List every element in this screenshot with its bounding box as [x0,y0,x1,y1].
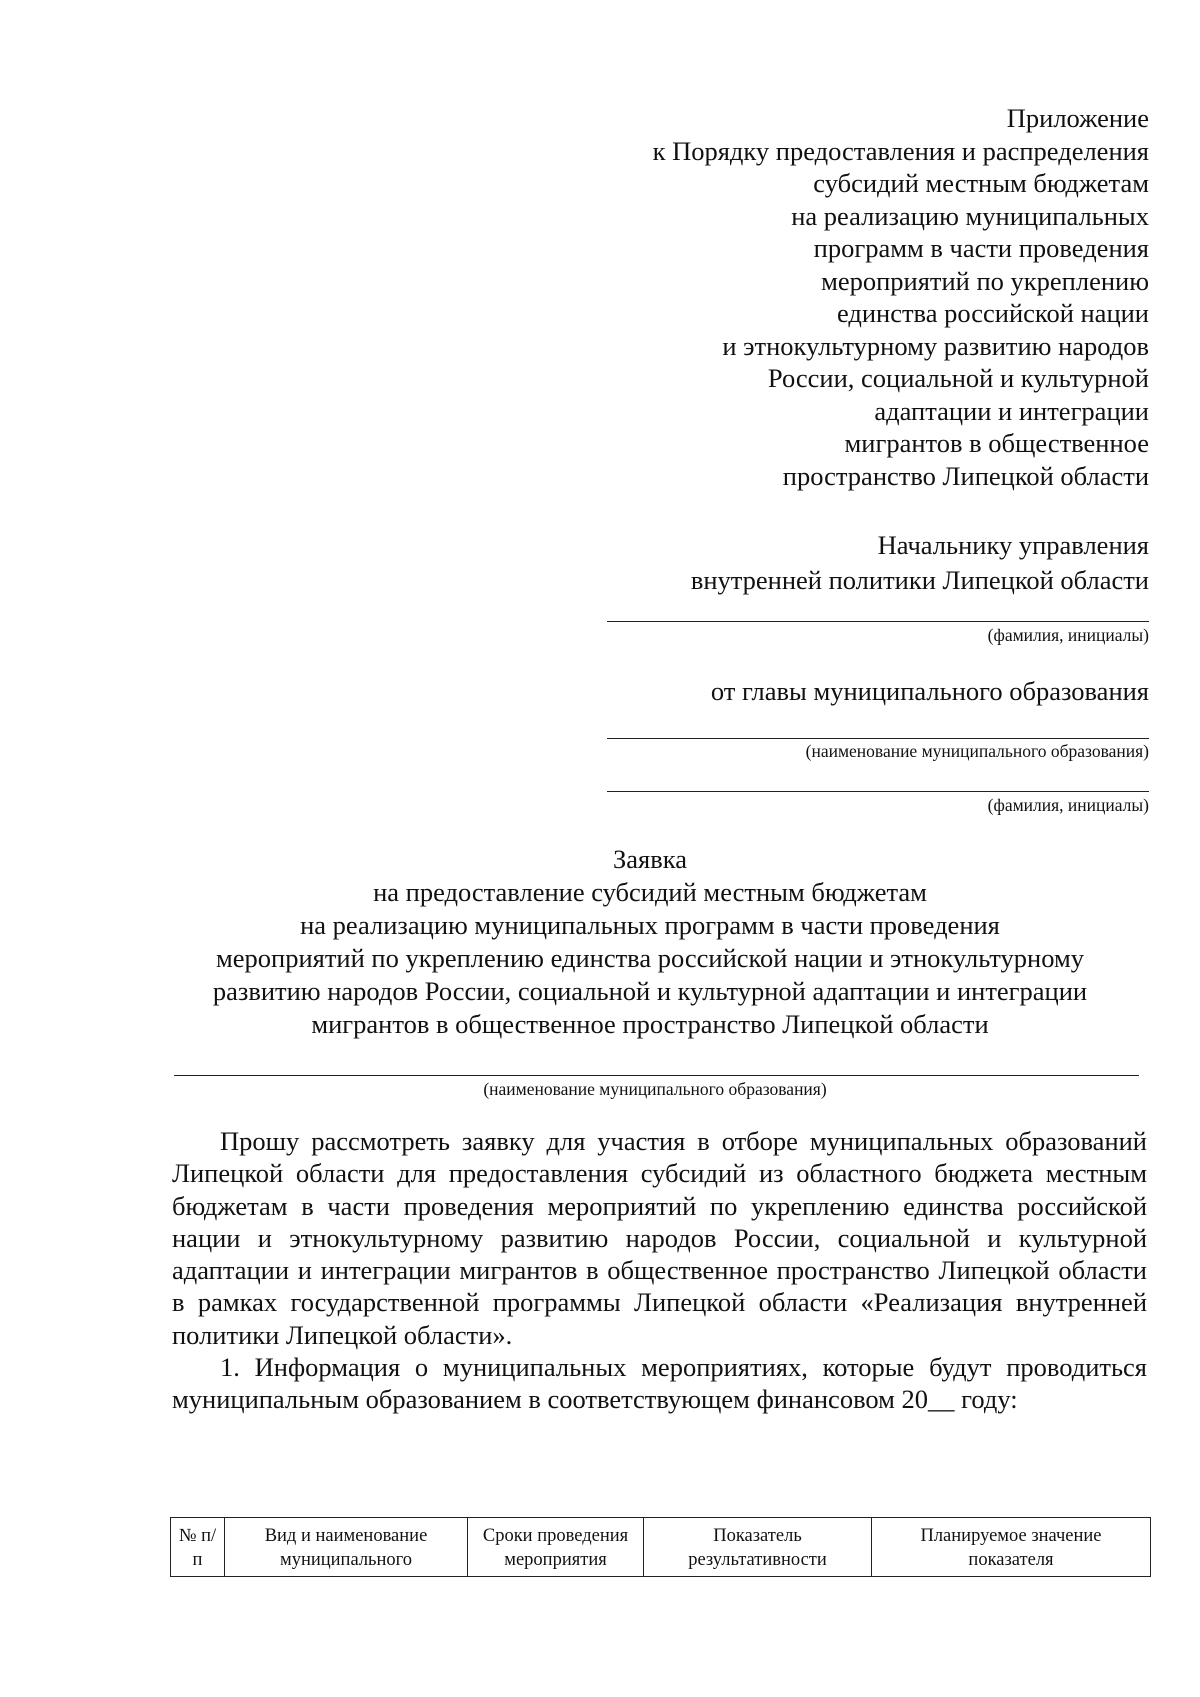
municipality-caption: (наименование муниципального образования) [805,741,1149,761]
title-line: мигрантов в общественное пространство Липецкой области [311,1009,989,1039]
header-number: № п/п [171,1518,225,1577]
table-header-row [171,1518,1151,1577]
appendix-line: субсидий местным бюджетам [813,168,1149,198]
appendix-line: пространство Липецкой области [782,460,1149,491]
request-paragraph: Прошу рассмотреть заявку для участия в отборе муниципальных образований Липецкой области для предоставления субсидий из областного бюджета местным бюджетам в части проведения мероприятий по укреплению единства российской нации и этнокультурному развитию народов России, социальной и культурной адаптации и интеграции мигрантов в общественное пространство Липецкой области в рамках государственной программы Липецкой области «Реализация внутренней политики Липецкой области». [172,1126,1147,1350]
header-planned-value: Планируемое значение показателя [872,1518,1151,1577]
title-line: развитию народов России, социальной и культурной адаптации и интеграции [212,976,1088,1006]
head-name-fill-line [607,791,1149,792]
appendix-line: адаптации и интеграции [874,395,1149,426]
name-fill-line [607,621,1149,622]
name-caption: (фамилия, инициалы) [987,625,1149,645]
header-event-name: Вид и наименование муниципального [225,1518,468,1577]
appendix-header [529,102,1149,492]
from-head-line: от главы муниципального образования [710,676,1149,706]
info-paragraph: 1. Информация о муниципальных мероприятиях, которые будут проводиться муниципальным образованием в соответствующем финансовом 20__ году: [172,1352,1147,1415]
appendix-line: и этнокультурному развитию народов [722,330,1149,361]
addressee-block [529,528,1149,598]
appendix-line: России, социальной и культурной [767,363,1149,393]
header-dates: Сроки проведения мероприятия [468,1518,644,1577]
request-body [172,1125,1147,1416]
appendix-line: единства российской нации [836,298,1149,328]
document-title [150,843,1150,1041]
header-indicator: Показатель результативности [644,1518,872,1577]
events-table-wrap [170,1517,1150,1577]
municipality-fill-line [607,738,1149,739]
title-line: на предоставление субсидий местным бюджетам [373,877,927,907]
events-table [170,1517,1151,1577]
addressee-line: внутренней политики Липецкой области [690,565,1149,595]
appendix-line: мигрантов в общественное [844,428,1149,458]
title-municipality-fill-line [174,1075,1139,1076]
appendix-line: на реализацию муниципальных [791,200,1149,231]
title-line: мероприятий по укреплению единства российской нации и этнокультурному [216,943,1084,973]
appendix-line: мероприятий по укреплению [821,265,1149,296]
title-municipality-caption: (наименование муниципального образования) [483,1079,827,1099]
title-line: на реализацию муниципальных программ в части проведения [300,910,1000,940]
addressee-line: Начальнику управления [877,530,1149,560]
title-line: Заявка [613,844,687,874]
appendix-line: программ в части проведения [813,233,1149,263]
appendix-line: Приложение [1006,103,1149,133]
appendix-line: к Порядку предоставления и распределения [652,135,1149,166]
head-name-caption: (фамилия, инициалы) [987,795,1149,815]
